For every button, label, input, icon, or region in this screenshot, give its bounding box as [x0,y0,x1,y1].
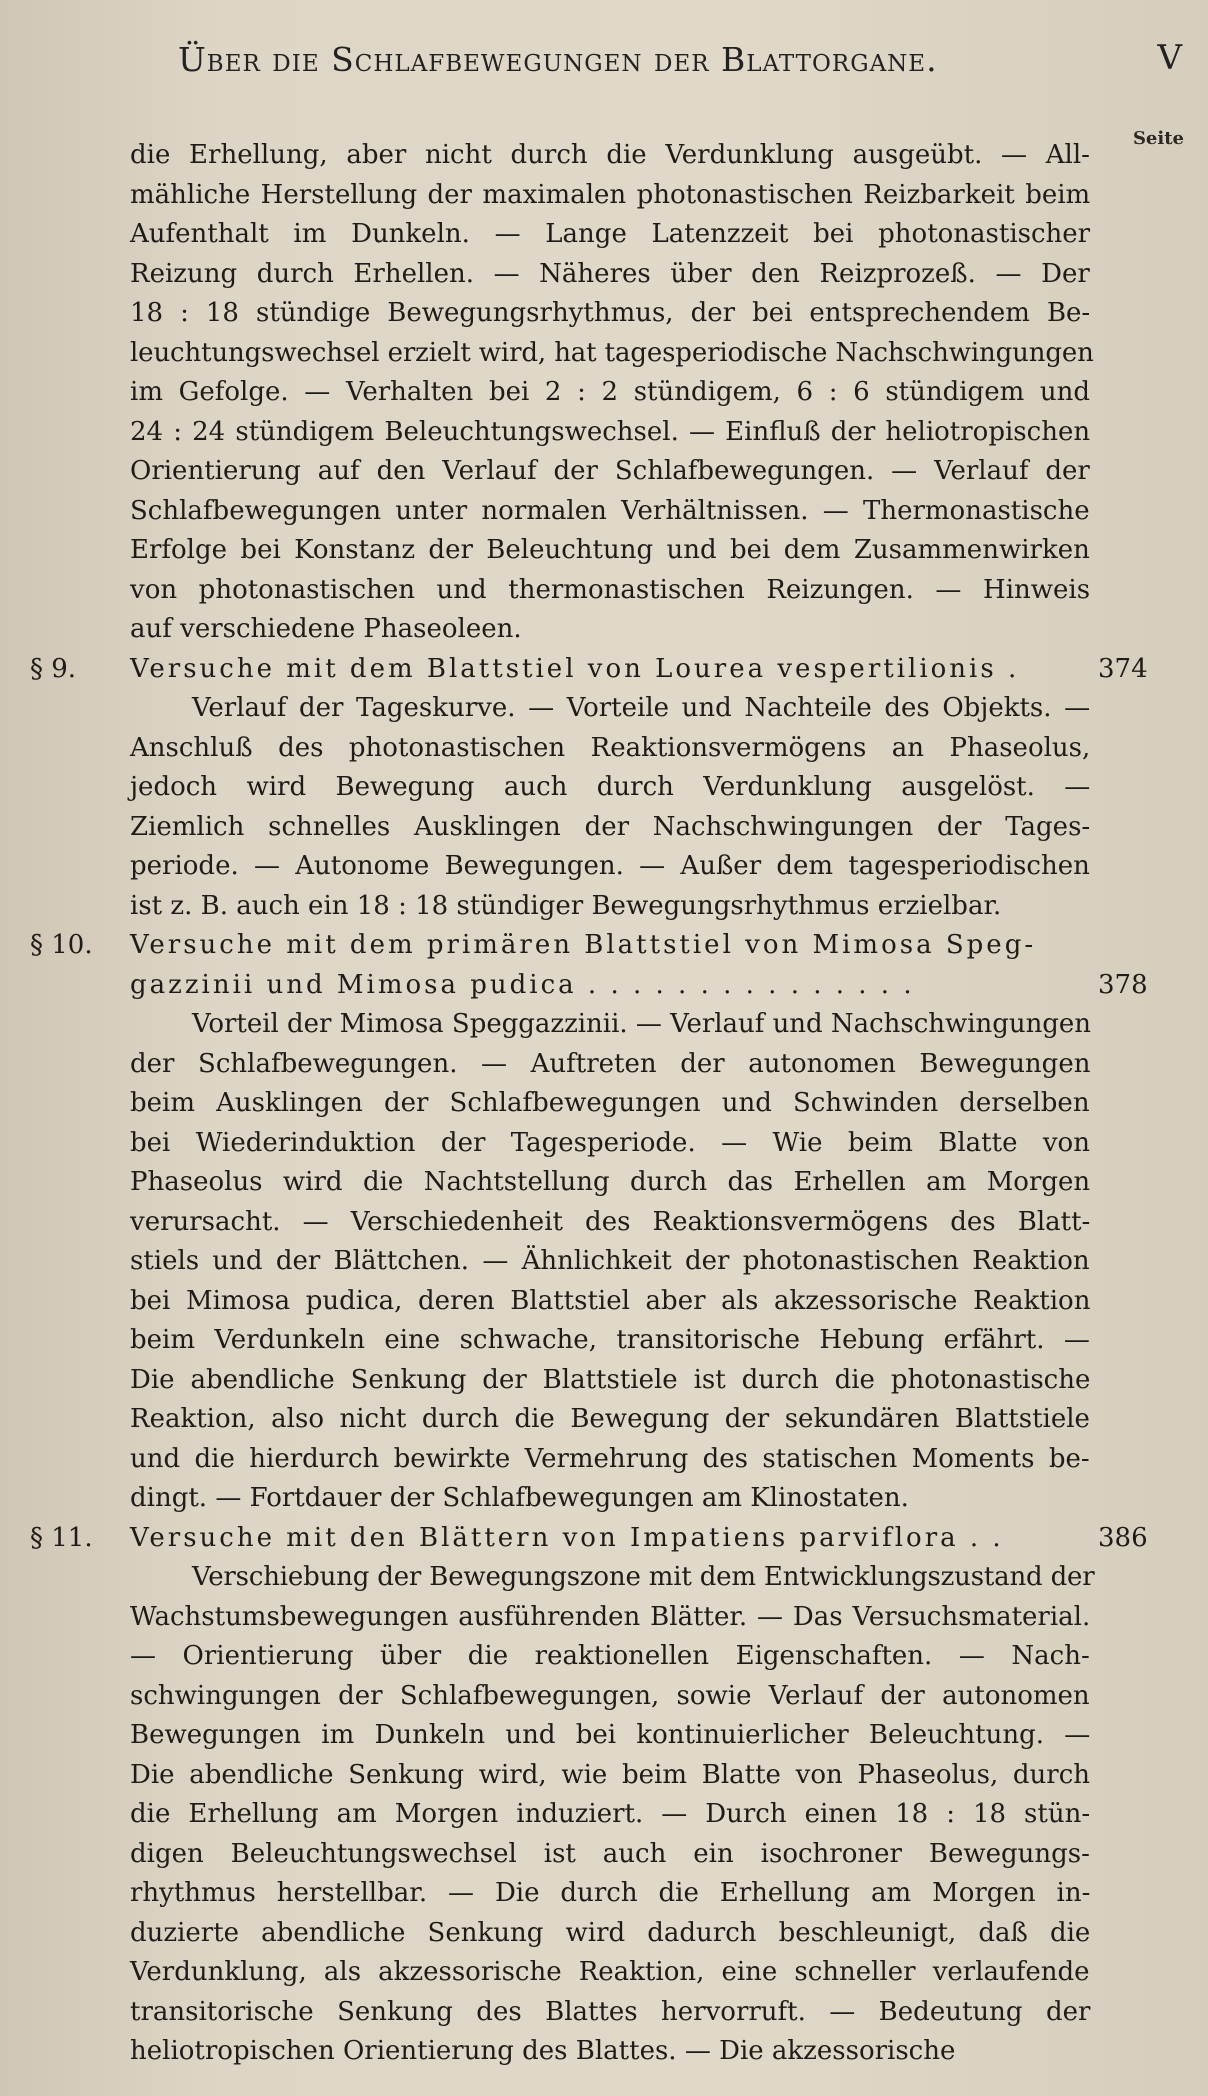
text-line: Schlafbewegungen unter normalen Verhältnissen. — Thermonastische [130,495,1090,526]
section-page-number: 386 [1098,1522,1148,1553]
text-line: Verdunklung, als akzessorische Reaktion, eine schneller verlaufende [130,1957,1090,1987]
text-line: Die abendliche Senkung wird, wie beim Blatte von Phaseolus, durch [130,1759,1091,1790]
text-line: rhythmus herstellbar. — Die durch die Erhellung am Morgen in- [130,1878,1091,1908]
section-page-number: 374 [1098,653,1148,684]
text-line: — Orientierung über die reaktionellen Eigenschaften. — Nach- [130,1641,1090,1671]
text-line: Wachstumsbewegungen ausführenden Blätter. — Das Versuchsmaterial. [130,1601,1091,1632]
section-title: Versuche mit dem Blattstiel von Lourea vespertilionis . [130,653,1020,684]
text-line: stiels und der Blättchen. — Ähnlichkeit der photonastischen Reaktion [130,1246,1090,1276]
text-line: heliotropischen Orientierung des Blattes. — Die akzessorische [130,2036,956,2066]
text-line: digen Beleuchtungswechsel ist auch ein isochroner Bewegungs- [130,1838,1090,1869]
running-title: Über die Schlafbewegungen der Blattorgane. [178,40,938,79]
section-title: Versuche mit den Blättern von Impatiens parviflora . . [130,1522,1004,1553]
section-title: Versuche mit dem primären Blattstiel von Mimosa Speg- [130,930,1037,960]
section-heading [30,650,1148,690]
text-line: von photonastischen und thermonastischen Reizungen. — Hinweis [130,574,1091,605]
text-line: schwingungen der Schlafbewegungen, sowie Verlauf der autonomen [130,1680,1090,1711]
text-line: und die hierdurch bewirkte Vermehrung des statischen Moments be- [130,1443,1090,1474]
text-line: periode. — Autonome Bewegungen. — Außer dem tagesperiodischen [130,851,1090,881]
section-title: gazzinii und Mimosa pudica . . . . . . . . . . . . . . . [130,969,915,1000]
page-number: V [1157,38,1182,78]
section-number: § 10. [30,930,93,960]
page-header [0,34,1208,84]
text-line: beim Ausklingen der Schlafbewegungen und Schwinden derselben [130,1088,1090,1118]
text-line: duzierte abendliche Senkung wird dadurch beschleunigt, daß die [130,1917,1091,1948]
text-line: bei Wiederinduktion der Tagesperiode. — Wie beim Blatte von [130,1127,1090,1158]
text-line: die Erhellung am Morgen induziert. — Durch einen 18 : 18 stün- [130,1799,1091,1829]
text-line: beim Verdunkeln eine schwache, transitorische Hebung erfährt. — [130,1325,1090,1355]
section-heading [130,966,1148,1006]
text-line: mähliche Herstellung der maximalen photonastischen Reizbarkeit beim [130,179,1091,210]
text-line: Verlauf der Tageskurve. — Vorteile und Nachteile des Objekts. — [192,693,1091,723]
section-page-number: 378 [1098,969,1148,1000]
text-line: ist z. B. auch ein 18 : 18 stündiger Bewegungsrhythmus erzielbar. [130,890,1002,921]
section-number: § 9. [30,653,77,684]
text-line: Ziemlich schnelles Ausklingen der Nachschwingungen der Tages- [130,811,1091,842]
text-line: 18 : 18 stündige Bewegungsrhythmus, der bei entsprechendem Be- [130,298,1091,328]
text-line: dingt. — Fortdauer der Schlafbewegungen am Klinostaten. [130,1483,909,1513]
text-line: auf verschiedene Phaseoleen. [130,614,522,644]
section-number: § 11. [30,1522,93,1553]
text-line: Verschiebung der Bewegungszone mit dem Entwicklungszustand der [192,1562,1095,1592]
text-line: die Erhellung, aber nicht durch die Verdunklung ausgeübt. — All- [130,140,1090,170]
text-line: Vorteil der Mimosa Speggazzinii. — Verlauf und Nachschwingungen [192,1009,1092,1039]
text-line: Aufenthalt im Dunkeln. — Lange Latenzzeit bei photonastischer [130,219,1091,249]
text-line: Anschluß des photonastischen Reaktionsvermögens an Phaseolus, [130,732,1091,763]
section-heading [30,1519,1148,1559]
text-line: verursacht. — Verschiedenheit des Reaktionsvermögens des Blatt- [130,1206,1091,1237]
text-line: jedoch wird Bewegung auch durch Verdunklung ausgelöst. — [130,772,1091,802]
text-line: Reizung durch Erhellen. — Näheres über den Reizprozeß. — Der [130,258,1090,289]
text-line: Die abendliche Senkung der Blattstiele ist durch die photonastische [130,1364,1091,1395]
text-line: Erfolge bei Konstanz der Beleuchtung und bei dem Zusammenwirken [130,535,1090,565]
text-line: der Schlafbewegungen. — Auftreten der autonomen Bewegungen [130,1048,1091,1079]
section-heading [30,926,1090,966]
text-line: leuchtungswechsel erzielt wird, hat tagesperiodische Nachschwingungen [130,337,1094,368]
text-line: transitorische Senkung des Blattes hervorruft. — Bedeutung der [130,1996,1091,2027]
text-line: Reaktion, also nicht durch die Bewegung der sekundären Blattstiele [130,1404,1090,1434]
text-line: Bewegungen im Dunkeln und bei kontinuierlicher Beleuchtung. — [130,1720,1091,1750]
text-line: Orientierung auf den Verlauf der Schlafbewegungen. — Verlauf der [130,456,1090,486]
table-of-contents [30,136,1148,2072]
seite-column-label: Seite [1132,128,1184,149]
text-line: Phaseolus wird die Nachtstellung durch das Erhellen am Morgen [130,1167,1091,1197]
text-line: bei Mimosa pudica, deren Blattstiel aber als akzessorische Reaktion [130,1285,1091,1316]
text-line: 24 : 24 stündigem Beleuchtungswechsel. — Einfluß der heliotropischen [130,416,1091,447]
text-line: im Gefolge. — Verhalten bei 2 : 2 stündigem, 6 : 6 stündigem und [130,377,1091,407]
